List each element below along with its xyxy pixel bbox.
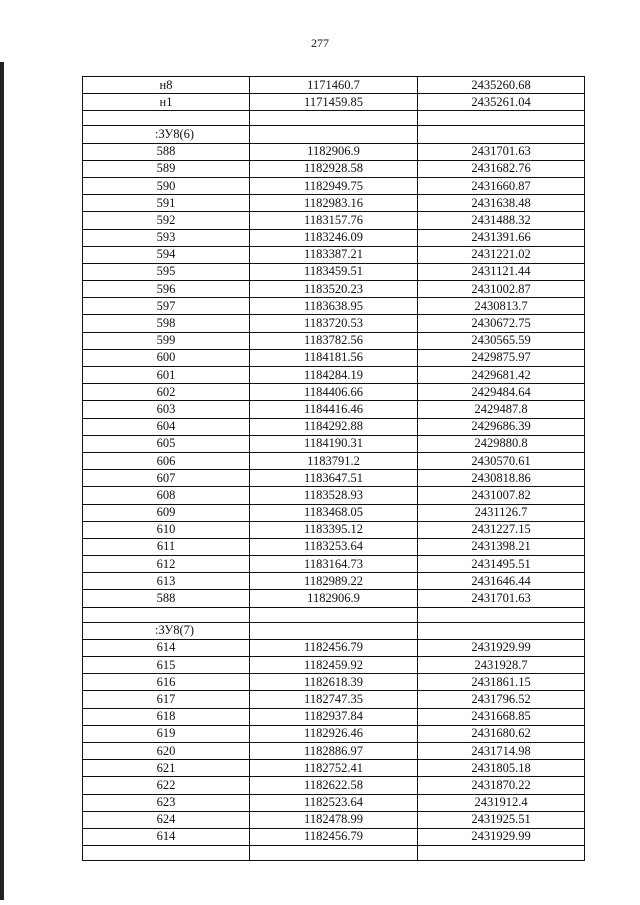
y-coordinate-cell: 2431646.44	[418, 573, 585, 590]
blank-row	[83, 607, 585, 622]
x-coordinate-cell: 1182523.64	[250, 794, 418, 811]
point-id-cell: 613	[83, 573, 250, 590]
page-left-edge	[0, 62, 4, 900]
empty-cell	[418, 111, 585, 126]
y-coordinate-cell: 2435260.68	[418, 77, 585, 94]
point-id-cell: 594	[83, 246, 250, 263]
y-coordinate-cell: 2431701.63	[418, 590, 585, 607]
table-row	[83, 811, 585, 828]
x-coordinate-cell: 1182906.9	[250, 143, 418, 160]
table-row	[83, 538, 585, 555]
x-coordinate-cell: 1183164.73	[250, 556, 418, 573]
x-coordinate-cell: 1183791.2	[250, 452, 418, 469]
table-body	[83, 77, 585, 861]
x-coordinate-cell: 1183638.95	[250, 298, 418, 315]
y-coordinate-cell: 2431701.63	[418, 143, 585, 160]
point-id-cell: н8	[83, 77, 250, 94]
x-coordinate-cell: 1182456.79	[250, 828, 418, 845]
y-coordinate-cell: 2429487.8	[418, 401, 585, 418]
table-row	[83, 143, 585, 160]
point-id-cell: 595	[83, 263, 250, 280]
x-coordinate-cell: 1182937.84	[250, 708, 418, 725]
blank-row	[83, 111, 585, 126]
y-coordinate-cell: 2430813.7	[418, 298, 585, 315]
x-coordinate-cell: 1183246.09	[250, 229, 418, 246]
point-id-cell: 599	[83, 332, 250, 349]
point-id-cell: 614	[83, 828, 250, 845]
y-coordinate-cell: 2429880.8	[418, 435, 585, 452]
y-coordinate-cell: 2429681.42	[418, 367, 585, 384]
y-coordinate-cell: 2430818.86	[418, 470, 585, 487]
table-row	[83, 332, 585, 349]
y-coordinate-cell: 2431495.51	[418, 556, 585, 573]
y-coordinate-cell: 2431861.15	[418, 674, 585, 691]
point-id-cell: 619	[83, 725, 250, 742]
y-coordinate-cell: 2430565.59	[418, 332, 585, 349]
table-row	[83, 384, 585, 401]
table-row	[83, 160, 585, 177]
y-coordinate-cell: 2431007.82	[418, 487, 585, 504]
y-coordinate-cell: 2431221.02	[418, 246, 585, 263]
point-id-cell: 615	[83, 657, 250, 674]
table-row	[83, 590, 585, 607]
table-row	[83, 708, 585, 725]
empty-cell	[250, 622, 418, 639]
table-row	[83, 725, 585, 742]
x-coordinate-cell: 1184292.88	[250, 418, 418, 435]
x-coordinate-cell: 1182618.39	[250, 674, 418, 691]
y-coordinate-cell: 2431391.66	[418, 229, 585, 246]
x-coordinate-cell: 1182949.75	[250, 177, 418, 194]
x-coordinate-cell: 1184416.46	[250, 401, 418, 418]
point-id-cell: 589	[83, 160, 250, 177]
y-coordinate-cell: 2431002.87	[418, 281, 585, 298]
y-coordinate-cell: 2431870.22	[418, 777, 585, 794]
x-coordinate-cell: 1182747.35	[250, 691, 418, 708]
y-coordinate-cell: 2431925.51	[418, 811, 585, 828]
empty-cell	[418, 126, 585, 143]
table-row	[83, 521, 585, 538]
x-coordinate-cell: 1182478.99	[250, 811, 418, 828]
y-coordinate-cell: 2431660.87	[418, 177, 585, 194]
table-row	[83, 212, 585, 229]
point-id-cell: 609	[83, 504, 250, 521]
x-coordinate-cell: 1183468.05	[250, 504, 418, 521]
table-row	[83, 77, 585, 94]
point-id-cell: 588	[83, 143, 250, 160]
point-id-cell: 610	[83, 521, 250, 538]
point-id-cell: 614	[83, 639, 250, 656]
table-row	[83, 177, 585, 194]
table-row	[83, 367, 585, 384]
y-coordinate-cell: 2429484.64	[418, 384, 585, 401]
table-row	[83, 794, 585, 811]
x-coordinate-cell: 1182752.41	[250, 760, 418, 777]
table-row	[83, 281, 585, 298]
point-id-cell: 608	[83, 487, 250, 504]
x-coordinate-cell: 1183387.21	[250, 246, 418, 263]
y-coordinate-cell: 2431796.52	[418, 691, 585, 708]
x-coordinate-cell: 1182456.79	[250, 639, 418, 656]
x-coordinate-cell: 1183459.51	[250, 263, 418, 280]
empty-cell	[83, 607, 250, 622]
empty-cell	[83, 111, 250, 126]
empty-cell	[250, 846, 418, 861]
table-row	[83, 504, 585, 521]
point-id-cell: 597	[83, 298, 250, 315]
x-coordinate-cell: 1184284.19	[250, 367, 418, 384]
point-id-cell: 601	[83, 367, 250, 384]
table-row	[83, 639, 585, 656]
table-row	[83, 298, 585, 315]
empty-cell	[83, 846, 250, 861]
point-id-cell: 624	[83, 811, 250, 828]
y-coordinate-cell: 2431912.4	[418, 794, 585, 811]
point-id-cell: 591	[83, 195, 250, 212]
x-coordinate-cell: 1182926.46	[250, 725, 418, 742]
x-coordinate-cell: 1184406.66	[250, 384, 418, 401]
point-id-cell: 618	[83, 708, 250, 725]
point-id-cell: 600	[83, 349, 250, 366]
section-header-row	[83, 126, 585, 143]
x-coordinate-cell: 1183647.51	[250, 470, 418, 487]
point-id-cell: 616	[83, 674, 250, 691]
point-id-cell: 622	[83, 777, 250, 794]
table-row	[83, 452, 585, 469]
y-coordinate-cell: 2431682.76	[418, 160, 585, 177]
empty-cell	[250, 111, 418, 126]
point-id-cell: 612	[83, 556, 250, 573]
table-row	[83, 418, 585, 435]
y-coordinate-cell: 2431638.48	[418, 195, 585, 212]
table-row	[83, 349, 585, 366]
point-id-cell: 620	[83, 742, 250, 759]
empty-cell	[418, 846, 585, 861]
y-coordinate-cell: 2431668.85	[418, 708, 585, 725]
x-coordinate-cell: 1182886.97	[250, 742, 418, 759]
table-row	[83, 246, 585, 263]
table-row	[83, 263, 585, 280]
section-label: :ЗУ8(6)	[83, 126, 250, 143]
y-coordinate-cell: 2431680.62	[418, 725, 585, 742]
point-id-cell: 604	[83, 418, 250, 435]
y-coordinate-cell: 2435261.04	[418, 94, 585, 111]
table-row	[83, 777, 585, 794]
empty-cell	[418, 622, 585, 639]
x-coordinate-cell: 1182989.22	[250, 573, 418, 590]
table-row	[83, 470, 585, 487]
x-coordinate-cell: 1183157.76	[250, 212, 418, 229]
y-coordinate-cell: 2431928.7	[418, 657, 585, 674]
table-row	[83, 573, 585, 590]
section-header-row	[83, 622, 585, 639]
table-row	[83, 195, 585, 212]
y-coordinate-cell: 2431805.18	[418, 760, 585, 777]
page-number: 277	[311, 36, 329, 50]
table-row	[83, 401, 585, 418]
y-coordinate-cell: 2431126.7	[418, 504, 585, 521]
x-coordinate-cell: 1182622.58	[250, 777, 418, 794]
point-id-cell: 593	[83, 229, 250, 246]
x-coordinate-cell: 1183528.93	[250, 487, 418, 504]
table-row	[83, 760, 585, 777]
y-coordinate-cell: 2431398.21	[418, 538, 585, 555]
point-id-cell: 596	[83, 281, 250, 298]
x-coordinate-cell: 1182906.9	[250, 590, 418, 607]
point-id-cell: 588	[83, 590, 250, 607]
x-coordinate-cell: 1183395.12	[250, 521, 418, 538]
empty-cell	[250, 607, 418, 622]
y-coordinate-cell: 2431227.15	[418, 521, 585, 538]
table-row	[83, 229, 585, 246]
point-id-cell: 607	[83, 470, 250, 487]
table-row	[83, 674, 585, 691]
x-coordinate-cell: 1182983.16	[250, 195, 418, 212]
y-coordinate-cell: 2429875.97	[418, 349, 585, 366]
y-coordinate-cell: 2430570.61	[418, 452, 585, 469]
table-row	[83, 742, 585, 759]
point-id-cell: 603	[83, 401, 250, 418]
y-coordinate-cell: 2431121.44	[418, 263, 585, 280]
point-id-cell: 617	[83, 691, 250, 708]
table-row	[83, 657, 585, 674]
empty-cell	[418, 607, 585, 622]
x-coordinate-cell: 1183720.53	[250, 315, 418, 332]
point-id-cell: 592	[83, 212, 250, 229]
point-id-cell: 606	[83, 452, 250, 469]
table-row	[83, 435, 585, 452]
table-row	[83, 828, 585, 845]
table-row	[83, 487, 585, 504]
point-id-cell: 611	[83, 538, 250, 555]
coordinates-table	[82, 76, 585, 861]
y-coordinate-cell: 2431929.99	[418, 639, 585, 656]
x-coordinate-cell: 1183253.64	[250, 538, 418, 555]
point-id-cell: 602	[83, 384, 250, 401]
x-coordinate-cell: 1183520.23	[250, 281, 418, 298]
x-coordinate-cell: 1171460.7	[250, 77, 418, 94]
y-coordinate-cell: 2429686.39	[418, 418, 585, 435]
y-coordinate-cell: 2431488.32	[418, 212, 585, 229]
x-coordinate-cell: 1182928.58	[250, 160, 418, 177]
point-id-cell: 590	[83, 177, 250, 194]
table-row	[83, 94, 585, 111]
point-id-cell: 623	[83, 794, 250, 811]
table-row	[83, 691, 585, 708]
table-row	[83, 315, 585, 332]
empty-cell	[250, 126, 418, 143]
section-label: :ЗУ8(7)	[83, 622, 250, 639]
y-coordinate-cell: 2431714.98	[418, 742, 585, 759]
x-coordinate-cell: 1184181.56	[250, 349, 418, 366]
point-id-cell: 621	[83, 760, 250, 777]
point-id-cell: 605	[83, 435, 250, 452]
x-coordinate-cell: 1182459.92	[250, 657, 418, 674]
point-id-cell: 598	[83, 315, 250, 332]
x-coordinate-cell: 1184190.31	[250, 435, 418, 452]
point-id-cell: н1	[83, 94, 250, 111]
x-coordinate-cell: 1171459.85	[250, 94, 418, 111]
y-coordinate-cell: 2430672.75	[418, 315, 585, 332]
table-row	[83, 556, 585, 573]
x-coordinate-cell: 1183782.56	[250, 332, 418, 349]
blank-row	[83, 846, 585, 861]
y-coordinate-cell: 2431929.99	[418, 828, 585, 845]
